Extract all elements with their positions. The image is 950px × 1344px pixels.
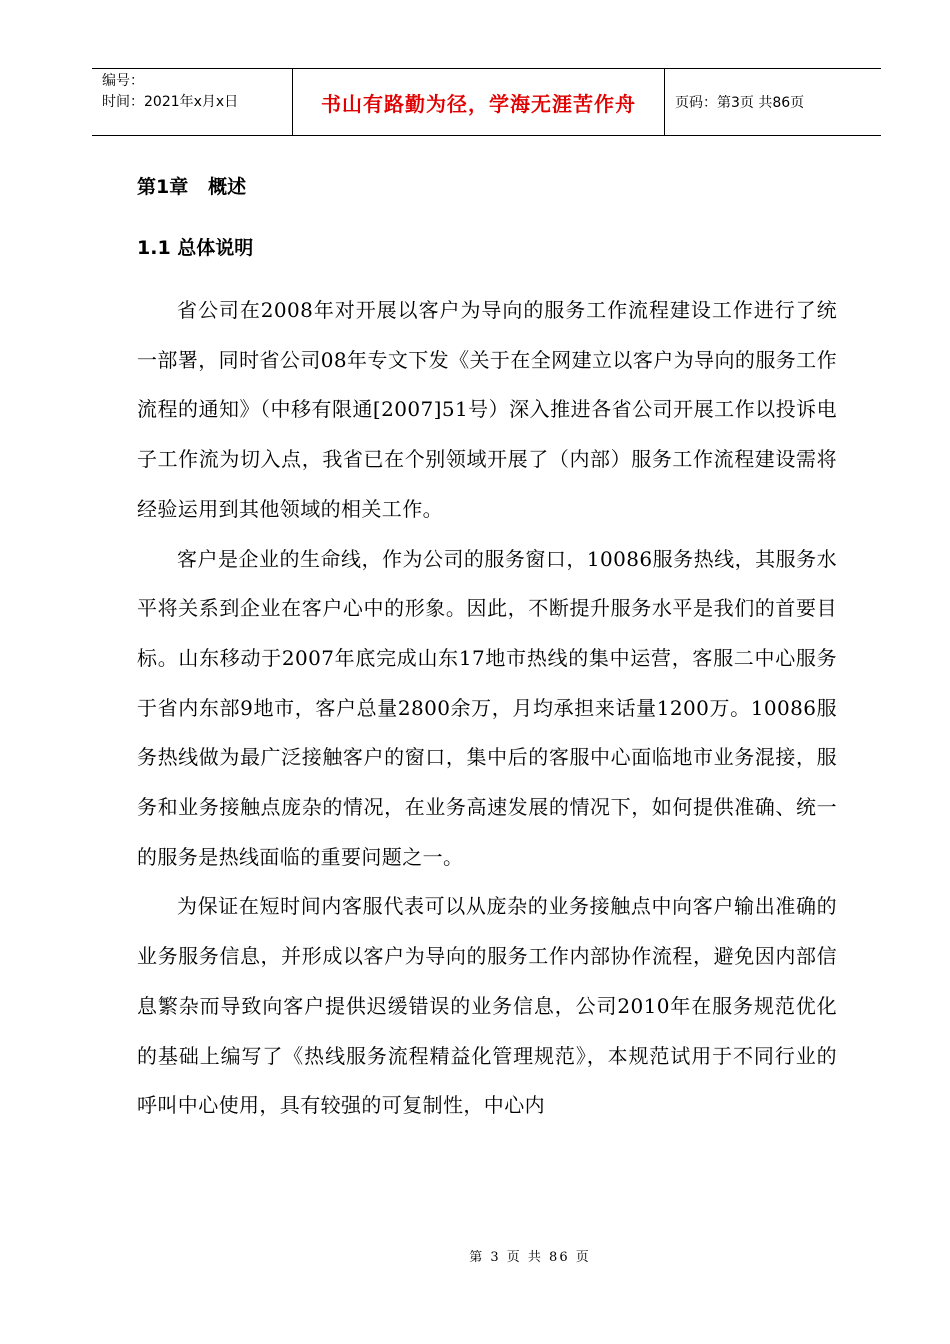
page-header [92,68,881,136]
document-date-label: 时间：2021年x月x日 [102,94,239,110]
header-meta [92,69,293,135]
section-title: 1.1 总体说明 [137,237,254,259]
paragraph-3: 为保证在短时间内客服代表可以从庞杂的业务接触点中向客户输出准确的业务服务信息，并形成以客户为导向的服务工作内部协作流程，避免因内部信息繁杂而导致向客户提供迟缓错误的业务信息，公司2010年在服务规范优化的基础上编写了《热线服务流程精益化管理规范》，本规范试用于不同行业的呼叫中心使用，具有较强的可复制性，中心内 [137,894,837,1118]
chapter-title: 第1章 概述 [137,176,247,198]
document-number-label: 编号： [102,73,144,89]
header-page-info: 页码：第3页 共86页 [675,95,805,111]
header-motto: 书山有路勤为径，学海无涯苦作舟 [293,69,665,135]
body-text [137,286,837,1131]
paragraph-2: 客户是企业的生命线，作为公司的服务窗口，10086服务热线，其服务水平将关系到企业在客户心中的形象。因此，不断提升服务水平是我们的首要目标。山东移动于2007年底完成山东17地市热线的集中运营，客服二中心服务于省内东部9地市，客户总量2800余万，月均承担来话量1200万。10086服务热线做为最广泛接触客户的窗口，集中后的客服中心面临地市业务混接，服务和业务接触点庞杂的情况，在业务高速发展的情况下，如何提供准确、统一的服务是热线面临的重要问题之一。 [137,546,837,869]
page-footer: 第 3 页 共 86 页 [469,1250,591,1265]
paragraph-1: 省公司在2008年对开展以客户为导向的服务工作流程建设工作进行了统一部署，同时省公司08年专文下发《关于在全网建立以客户为导向的服务工作流程的通知》（中移有限通[2007]51号）深入推进各省公司开展工作以投诉电子工作流为切入点，我省已在个别领域开展了（内部）服务工作流程建设需将经验运用到其他领域的相关工作。 [137,298,837,521]
